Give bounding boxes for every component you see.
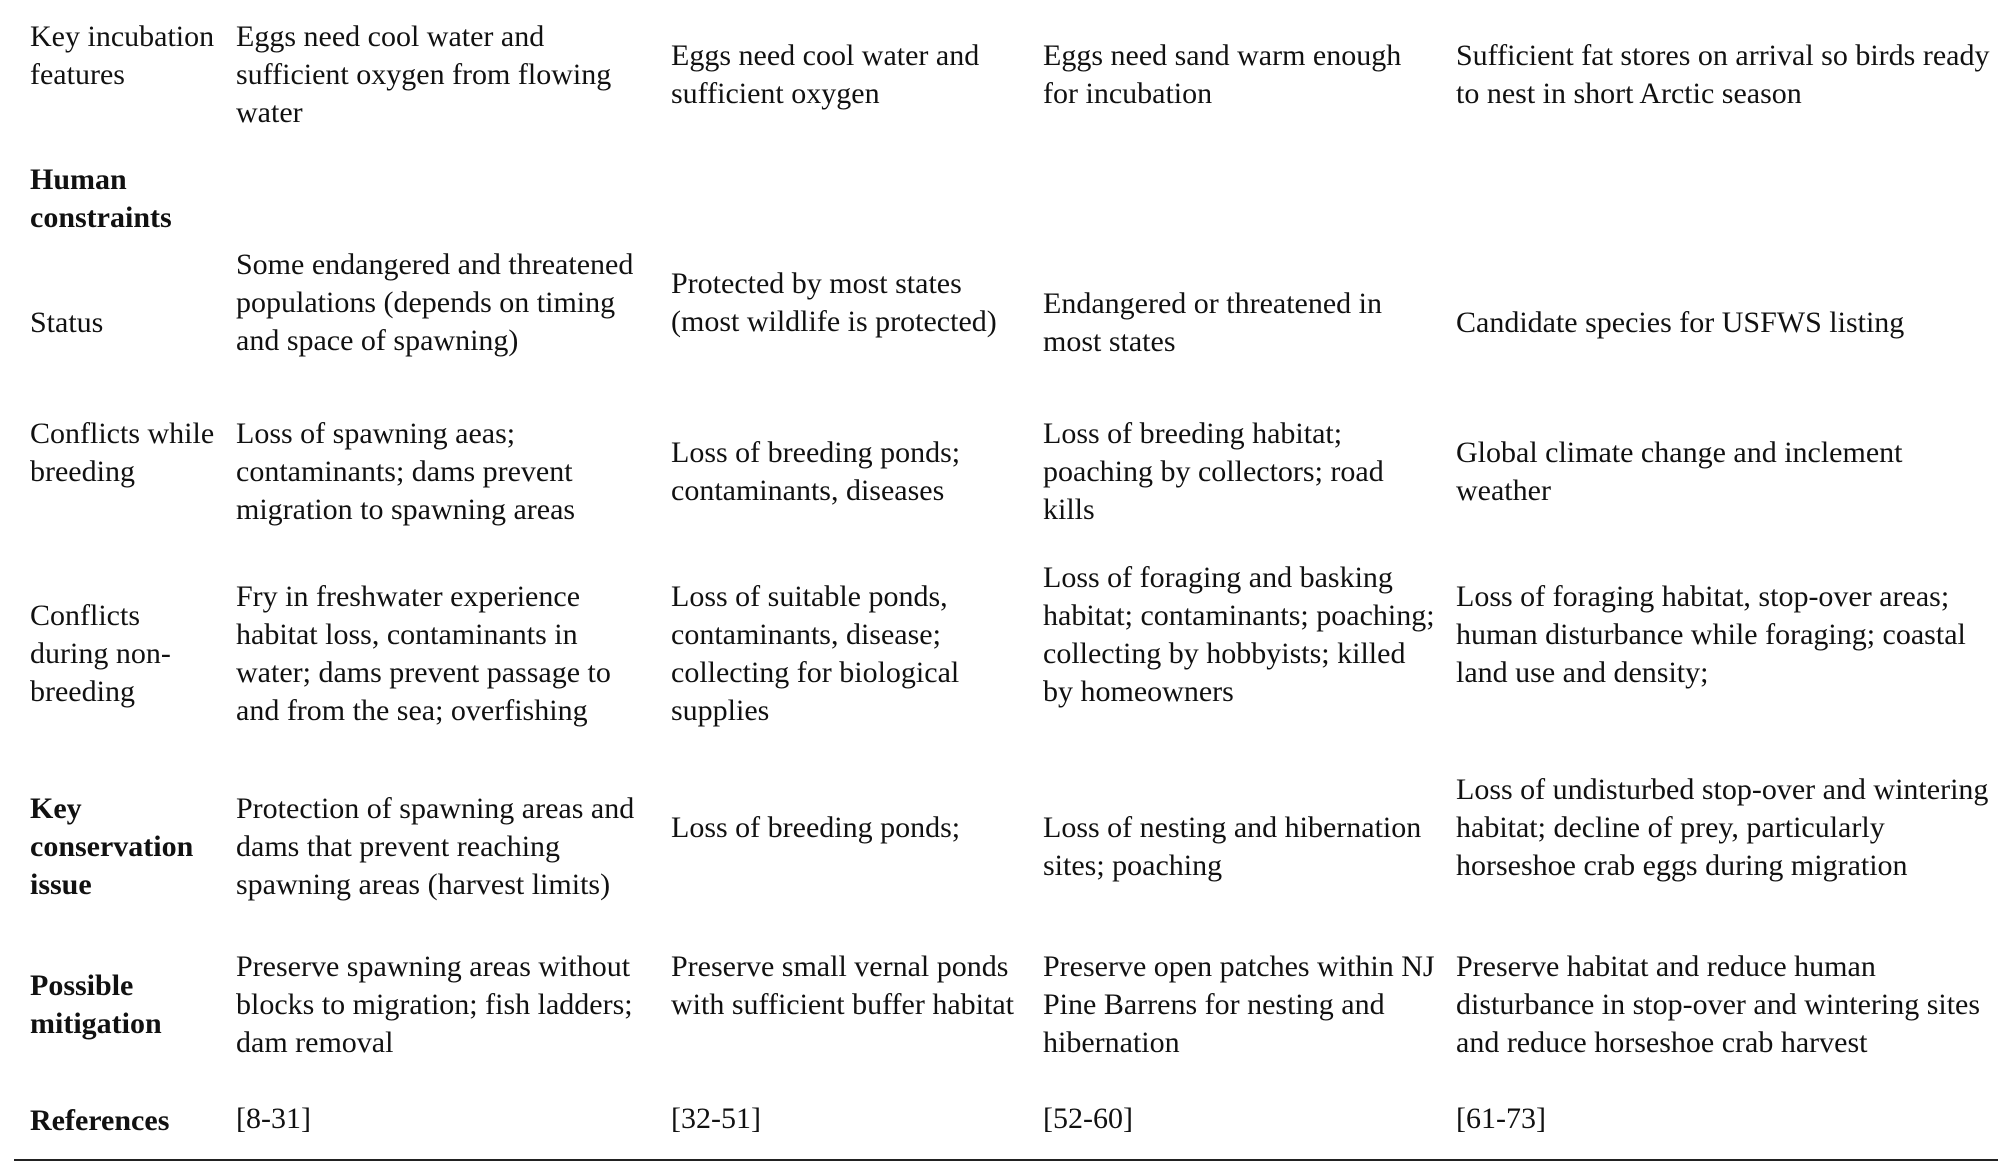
cell-conflicts-nonbreeding-col2: Loss of suitable ponds, contaminants, disease; collecting for biological supplies (671, 580, 960, 727)
section-heading-human-constraints: Human constraints (30, 163, 172, 234)
cell-conflicts-breeding-col4: Global climate change and inclement weather (1456, 436, 1903, 507)
table-bottom-rule (14, 1159, 1998, 1161)
cell-mitigation-col4: Preserve habitat and reduce human disturbance in stop-over and wintering sites and reduce horseshoe crab harvest (1456, 950, 1981, 1059)
cell-status-col2: Protected by most states (most wildlife is protected) (671, 267, 997, 338)
row-label-conflicts-nonbreeding: Conflicts during non-breeding (30, 599, 171, 708)
cell-references-col3: [52-60] (1043, 1102, 1133, 1135)
row-label-incubation: Key incubation features (30, 20, 215, 91)
cell-conflicts-nonbreeding-col1: Fry in freshwater experience habitat loss, contaminants in water; dams prevent passage to and from the sea; overfishing (236, 580, 611, 727)
cell-conservation-issue-col2: Loss of breeding ponds; (671, 811, 961, 844)
cell-conservation-issue-col1: Protection of spawning areas and dams that prevent reaching spawning areas (harvest limits) (236, 792, 635, 901)
cell-references-col1: [8-31] (236, 1102, 311, 1135)
row-label-status: Status (30, 306, 104, 339)
cell-status-col4: Candidate species for USFWS listing (1456, 306, 1905, 339)
cell-incubation-col4: Sufficient fat stores on arrival so birds ready to nest in short Arctic season (1456, 39, 1990, 110)
cell-references-col4: [61-73] (1456, 1102, 1546, 1135)
cell-conflicts-nonbreeding-col3: Loss of foraging and basking habitat; contaminants; poaching; collecting by hobbyists; killed by homeowners (1043, 561, 1435, 708)
cell-incubation-col3: Eggs need sand warm enough for incubation (1043, 39, 1402, 110)
cell-conflicts-nonbreeding-col4: Loss of foraging habitat, stop-over areas; human disturbance while foraging; coastal land use and density; (1456, 580, 1966, 689)
cell-conservation-issue-col4: Loss of undisturbed stop-over and wintering habitat; decline of prey, particularly horseshoe crab eggs during migration (1456, 773, 1989, 882)
cell-incubation-col1: Eggs need cool water and sufficient oxygen from flowing water (236, 20, 612, 129)
cell-mitigation-col1: Preserve spawning areas without blocks to migration; fish ladders; dam removal (236, 950, 633, 1059)
cell-status-col1: Some endangered and threatened populations (depends on timing and space of spawning) (236, 248, 634, 357)
cell-mitigation-col2: Preserve small vernal ponds with sufficient buffer habitat (671, 950, 1014, 1021)
cell-conservation-issue-col3: Loss of nesting and hibernation sites; poaching (1043, 811, 1422, 882)
row-label-conflicts-breeding: Conflicts while breeding (30, 417, 215, 488)
row-label-mitigation: Possible mitigation (30, 969, 162, 1040)
cell-mitigation-col3: Preserve open patches within NJ Pine Barrens for nesting and hibernation (1043, 950, 1435, 1059)
row-label-references: References (30, 1104, 170, 1137)
cell-references-col2: [32-51] (671, 1102, 761, 1135)
cell-status-col3: Endangered or threatened in most states (1043, 287, 1383, 358)
row-label-conservation-issue: Key conservation issue (30, 792, 194, 901)
cell-conflicts-breeding-col2: Loss of breeding ponds; contaminants, diseases (671, 436, 961, 507)
cell-conflicts-breeding-col1: Loss of spawning aeas; contaminants; dams prevent migration to spawning areas (236, 417, 576, 526)
cell-incubation-col2: Eggs need cool water and sufficient oxygen (671, 39, 980, 110)
cell-conflicts-breeding-col3: Loss of breeding habitat; poaching by collectors; road kills (1043, 417, 1384, 526)
